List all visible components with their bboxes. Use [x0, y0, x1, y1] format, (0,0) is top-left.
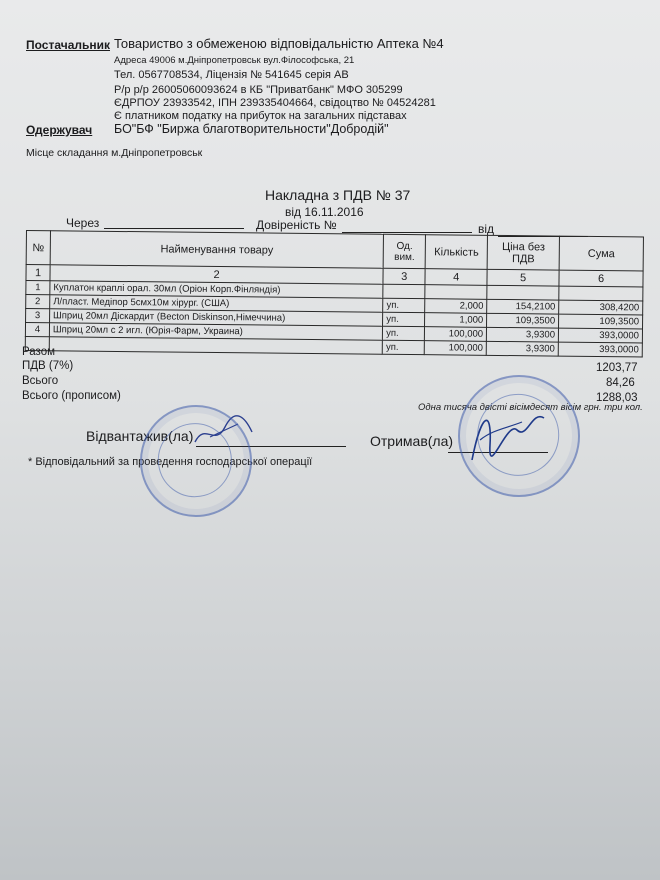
row-num: 4: [25, 323, 49, 337]
invoice-title: Накладна з ПДВ № 37: [265, 187, 411, 203]
supplier-label: Постачальник: [26, 38, 110, 52]
row-qty: 100,000: [425, 327, 487, 342]
row-price: [487, 285, 559, 300]
supplier-tax: Є платником податку на прибуток на загальних підставах: [114, 110, 407, 122]
supplier-name: Товариство з обмеженою відповідальністю Аптека №4: [114, 36, 444, 51]
row-price: 109,3500: [487, 313, 559, 328]
supplier-address: Адреса 49006 м.Дніпропетровськ вул.Філософська, 21: [114, 55, 355, 66]
row-qty: 2,000: [425, 299, 487, 314]
words-label: Всього (прописом): [22, 390, 121, 402]
header-num: №: [26, 231, 50, 265]
supplier-phone: Тел. 0567708534, Ліцензія № 541645 серія АВ: [114, 69, 349, 81]
header-price: Ціна без ПДВ: [487, 235, 559, 270]
header-unit: Од. вим.: [383, 234, 425, 268]
row-sum: 393,0000: [558, 342, 642, 357]
row-qty: 1,000: [425, 313, 487, 328]
colnum-2: 2: [50, 265, 383, 284]
row-qty: [425, 285, 487, 300]
row-num: 3: [26, 309, 50, 323]
colnum-1: 1: [26, 265, 50, 281]
amount-in-words: Одна тисяча двісті вісімдесят вісім грн. три кол.: [418, 402, 643, 413]
from-label: від: [478, 222, 495, 236]
row-unit: уп.: [383, 312, 425, 326]
header-sum: Сума: [559, 236, 643, 271]
through-label: Через: [66, 216, 100, 230]
row-num: 2: [26, 295, 50, 309]
recipient-label: Одержувач: [26, 123, 93, 137]
row-num: 1: [26, 281, 50, 295]
received-label: Отримав(ла): [370, 433, 454, 449]
through-line: [104, 228, 244, 229]
total-value: 1203,77: [596, 362, 638, 374]
row-unit: уп.: [382, 340, 424, 354]
vat-label: ПДВ (7%): [22, 360, 74, 372]
row-unit: уп.: [383, 326, 425, 340]
colnum-5: 5: [487, 269, 559, 286]
power-of-attorney-label: Довіреність №: [256, 218, 337, 232]
row-price: 3,9300: [486, 341, 558, 356]
row-sum: 308,4200: [559, 300, 643, 315]
row-sum: [559, 286, 643, 301]
colnum-3: 3: [383, 268, 425, 284]
row-sum: 109,3500: [559, 314, 643, 329]
asterisk-icon: *: [28, 456, 33, 468]
row-name: Шприц 20мл с 2 игл. (Юрія-Фарм, Украина): [49, 323, 382, 340]
recipient-name: БО"БФ "Биржа благотворительности"Добродій": [114, 122, 389, 136]
invoice-date: від 16.11.2016: [285, 205, 364, 219]
row-sum: 393,0000: [558, 328, 642, 343]
row-price: 3,9300: [487, 327, 559, 342]
row-name: Куплатон краплі орал. 30мл (Оріон Корп.Фінляндія): [50, 281, 383, 298]
all-value: 1288,03: [596, 392, 638, 404]
place-of-issue: Місце складання м.Дніпропетровськ: [26, 147, 203, 159]
row-name: Шприц 20мл Діскардит (Becton Diskinson,Німеччина): [49, 309, 382, 326]
colnum-4: 4: [425, 269, 487, 286]
row-unit: уп.: [383, 298, 425, 312]
row-unit: [383, 284, 425, 298]
header-name: Найменування товару: [50, 231, 384, 268]
row-qty: 100,000: [424, 341, 486, 356]
supplier-codes: ЄДРПОУ 23933542, ІПН 239335404664, свідоцтво № 04524281: [114, 97, 436, 109]
goods-table: [25, 230, 644, 357]
responsible-note-text: Відповідальний за проведення господарської операції: [35, 456, 313, 468]
row-name: Л/пласт. Медіпор 5смх10м хірург. (США): [50, 295, 383, 312]
row-name: [49, 337, 382, 354]
header-qty: Кількість: [425, 235, 487, 270]
recipient-stamp-icon: [448, 365, 589, 506]
supplier-account: Р/р р/р 26005060093624 в КБ "Приватбанк" МФО 305299: [114, 84, 403, 96]
colnum-6: 6: [559, 270, 643, 287]
row-price: 154,2100: [487, 299, 559, 314]
vat-value: 84,26: [606, 377, 635, 389]
shipped-label: Відвантажив(ла): [86, 428, 194, 444]
total-label: Разом: [22, 346, 56, 358]
all-label: Всього: [22, 375, 59, 387]
